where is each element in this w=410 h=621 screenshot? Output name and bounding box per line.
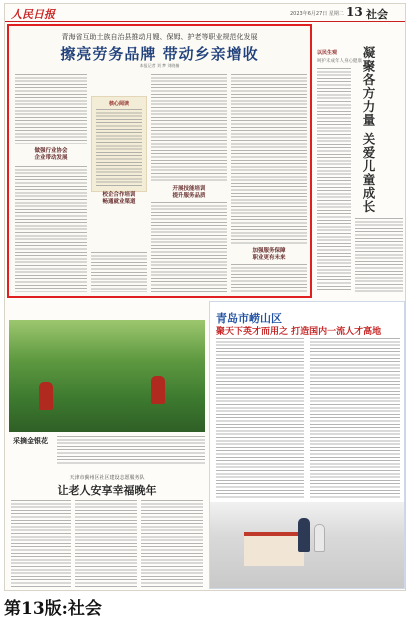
body-text-block: [15, 74, 87, 144]
body-text-block: [231, 264, 307, 292]
feature-headline: 擦亮劳务品牌 带动乡亲增收: [60, 45, 259, 63]
page-number: 13: [346, 5, 363, 19]
core-reading-box: [91, 96, 147, 192]
body-text-block: [91, 252, 147, 292]
photo-person: [298, 518, 310, 552]
lower-article-headline[interactable]: 让老人安享幸福晚年: [57, 484, 157, 497]
newspaper-page: [4, 3, 406, 591]
page-caption: 第13版:社会: [4, 599, 102, 619]
ad-title: 青岛市崂山区: [216, 312, 282, 325]
sidebar-title: 核心阅读: [108, 101, 129, 107]
body-text-block: [151, 74, 227, 182]
column-vertical-title: 凝聚各方力量 关爱儿童成长: [361, 46, 376, 214]
column-tag: 以民生观: [317, 50, 338, 56]
column-subtitle: 呵护未成年人身心健康: [317, 59, 362, 64]
feature-kicker: 青海省互助土族自治县推动月嫂、保姆、护老等职业规范化发展: [61, 33, 258, 41]
issue-date: 2023年6月27日 星期二: [290, 11, 344, 17]
ad-body-text: [310, 338, 400, 498]
column-body-text: [317, 68, 351, 292]
sidebar-text: [96, 109, 142, 187]
photo-caption-title: 采摘金银花: [13, 436, 48, 445]
photo-caption-text: [57, 436, 205, 464]
body-text-block: [231, 74, 307, 244]
body-text-block: [11, 500, 71, 588]
feature-subhead: 做强行业协会 企业带动发展: [34, 148, 68, 161]
service-counter: [244, 532, 304, 566]
ad-subtitle: 聚天下英才而用之 打造国内一流人才高地: [216, 327, 382, 337]
section-name: 社会: [366, 8, 388, 21]
photo-worker: [151, 376, 165, 404]
feature-byline: 本报记者 刘 梦 刘晓楠: [139, 63, 180, 68]
photo-worker: [39, 382, 53, 410]
body-text-block: [141, 500, 203, 588]
masthead: [5, 4, 405, 22]
newspaper-logo: 人民日报: [11, 8, 55, 21]
honeysuckle-photo: [9, 320, 205, 432]
photo-person: [314, 524, 325, 552]
feature-article[interactable]: [7, 24, 312, 298]
lower-article-kicker: 天津市蓟州区社区建设志愿服务队: [69, 475, 145, 481]
body-text-block: [15, 166, 87, 292]
feature-subhead: 校企合作培训 畅通就业渠道: [102, 192, 136, 205]
feature-subhead: 加强服务保障 职业更有未来: [252, 248, 286, 261]
laoshan-advertisement[interactable]: [209, 301, 405, 589]
ad-body-text: [216, 338, 304, 498]
body-text-block: [75, 500, 137, 588]
column-body-text: [355, 218, 403, 292]
feature-subhead: 开展技能培训 提升服务品质: [172, 186, 206, 199]
body-text-block: [151, 202, 227, 292]
